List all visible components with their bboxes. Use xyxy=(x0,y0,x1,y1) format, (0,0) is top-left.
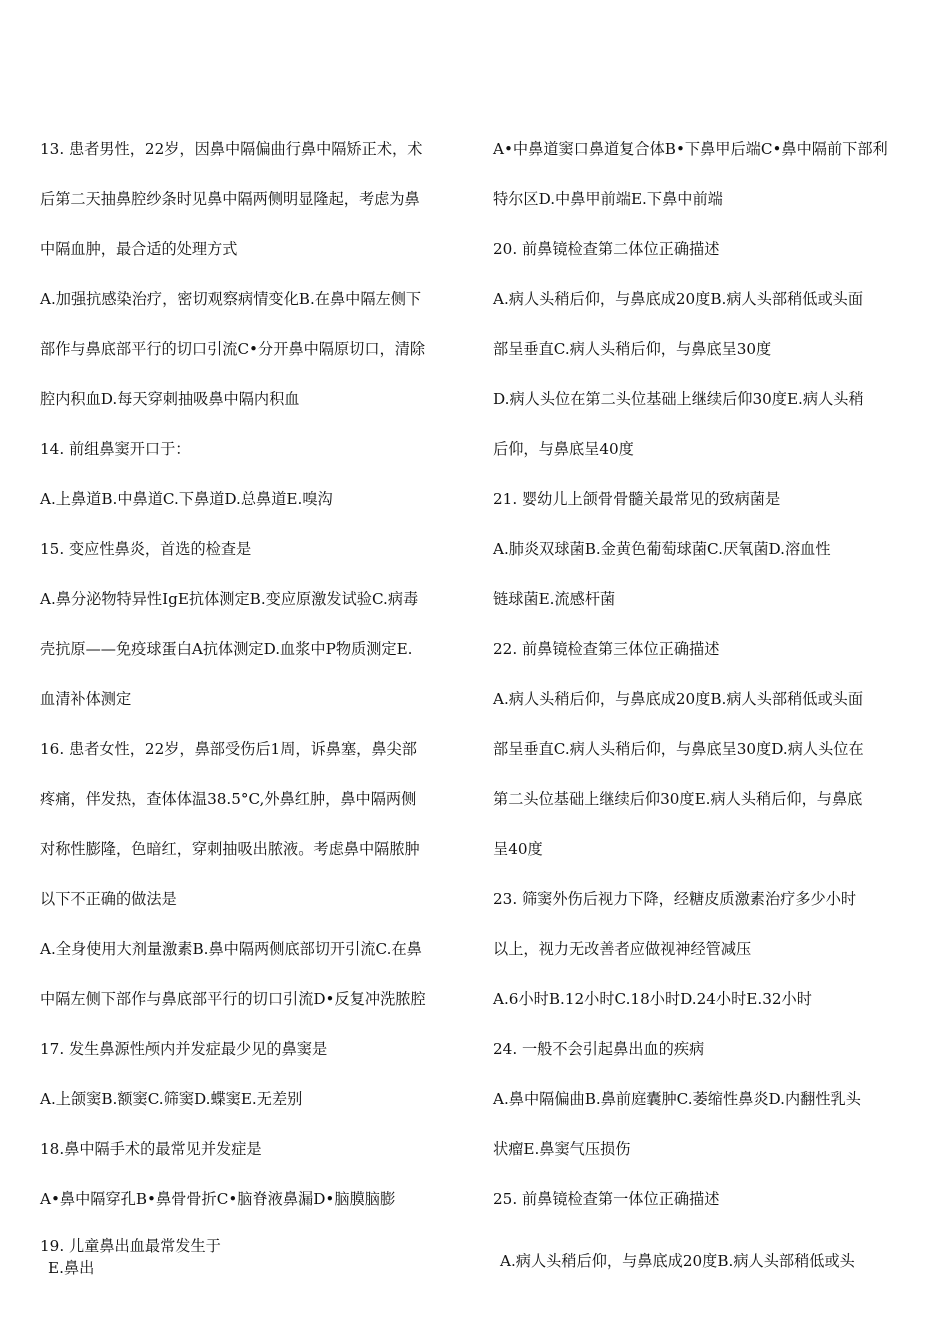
text-line: 第二头位基础上继续后仰30度E.病人头稍后仰，与鼻底 xyxy=(493,790,863,808)
text-line: 部作与鼻底部平行的切口引流C•分开鼻中隔原切口，清除 xyxy=(40,340,426,358)
question-19-line: 19. 儿童鼻出血最常发生于 xyxy=(40,1237,221,1255)
text-line: A.病人头稍后仰，与鼻底成20度B.病人头部稍低或头面 xyxy=(493,290,864,308)
text-line: 15. 变应性鼻炎，首选的检查是 xyxy=(40,540,252,558)
overlapping-fragment-line: E.鼻出 xyxy=(48,1259,95,1277)
text-line: A•鼻中隔穿孔B•鼻骨骨折C•脑脊液鼻漏D•脑膜脑膨 xyxy=(40,1190,396,1208)
text-line: 14. 前组鼻窦开口于： xyxy=(40,440,191,458)
text-line: A.加强抗感染治疗，密切观察病情变化B.在鼻中隔左侧下 xyxy=(40,290,422,308)
text-line: 25. 前鼻镜检查第一体位正确描述 xyxy=(493,1190,720,1208)
text-line: A.6小时B.12小时C.18小时D.24小时E.32小时 xyxy=(493,990,812,1008)
text-line: 部呈垂直C.病人头稍后仰，与鼻底呈30度 xyxy=(493,340,772,358)
text-line: 呈40度 xyxy=(493,840,543,858)
text-line: 中隔左侧下部作与鼻底部平行的切口引流D•反复冲洗脓腔 xyxy=(40,990,426,1008)
text-line: 17. 发生鼻源性颅内并发症最少见的鼻窦是 xyxy=(40,1040,328,1058)
text-line: 13. 患者男性，22岁，因鼻中隔偏曲行鼻中隔矫正术，术 xyxy=(40,140,423,158)
text-line: 腔内积血D.每天穿刺抽吸鼻中隔内积血 xyxy=(40,390,300,408)
right-column xyxy=(493,124,929,1224)
text-line: A.鼻中隔偏曲B.鼻前庭囊肿C.萎缩性鼻炎D.内翻性乳头 xyxy=(493,1090,861,1108)
text-line: 链球菌E.流感杆菌 xyxy=(493,590,616,608)
text-line: A.上颌窦B.额窦C.筛窦D.蝶窦E.无差别 xyxy=(40,1090,303,1108)
left-column xyxy=(40,124,476,1224)
text-line: 后仰，与鼻底呈40度 xyxy=(493,440,634,458)
text-line: 对称性膨隆，色暗红，穿刺抽吸出脓液。考虑鼻中隔脓肿 xyxy=(40,840,420,858)
text-line: 16. 患者女性，22岁，鼻部受伤后1周，诉鼻塞，鼻尖部 xyxy=(40,740,417,758)
text-line: 特尔区D.中鼻甲前端E.下鼻中前端 xyxy=(493,190,723,208)
text-line: 中隔血肿，最合适的处理方式 xyxy=(40,240,238,258)
right-column-cut-off-line: A.病人头稍后仰，与鼻底成20度B.病人头部稍低或头 xyxy=(500,1252,855,1270)
left-column-cut-off-lines xyxy=(40,1234,476,1277)
text-line: 血清补体测定 xyxy=(40,690,132,708)
text-line: 24. 一般不会引起鼻出血的疾病 xyxy=(493,1040,705,1058)
text-line: A.全身使用大剂量激素B.鼻中隔两侧底部切开引流C.在鼻 xyxy=(40,940,422,958)
text-line: 疼痛，伴发热，查体体温38.5°C,外鼻红肿，鼻中隔两侧 xyxy=(40,790,417,808)
text-line: 后第二天抽鼻腔纱条时见鼻中隔两侧明显隆起，考虑为鼻 xyxy=(40,190,420,208)
text-line: 以上，视力无改善者应做视神经管减压 xyxy=(493,940,752,958)
text-line: 以下不正确的做法是 xyxy=(40,890,177,908)
text-line: A•中鼻道窦口鼻道复合体B•下鼻甲后端C•鼻中隔前下部利 xyxy=(493,140,888,158)
text-line: 21. 婴幼儿上颌骨骨髓关最常见的致病菌是 xyxy=(493,490,781,508)
text-line: 状瘤E.鼻窦气压损伤 xyxy=(493,1140,631,1158)
text-line: A.肺炎双球菌B.金黄色葡萄球菌C.厌氧菌D.溶血性 xyxy=(493,540,831,558)
text-line: 部呈垂直C.病人头稍后仰，与鼻底呈30度D.病人头位在 xyxy=(493,740,864,758)
text-line: 18.鼻中隔手术的最常见并发症是 xyxy=(40,1140,262,1158)
text-line: 23. 筛窦外伤后视力下降，经糖皮质激素治疗多少小时 xyxy=(493,890,857,908)
text-line: 20. 前鼻镜检查第二体位正确描述 xyxy=(493,240,720,258)
text-line: A.鼻分泌物特异性IgE抗体测定B.变应原激发试验C.病毒 xyxy=(40,590,419,608)
text-line: 22. 前鼻镜检查第三体位正确描述 xyxy=(493,640,720,658)
text-line: 壳抗原——免疫球蛋白A抗体测定D.血浆中P物质测定E. xyxy=(40,640,413,658)
text-line: A.上鼻道B.中鼻道C.下鼻道D.总鼻道E.嗅沟 xyxy=(40,490,333,508)
text-line: A.病人头稍后仰，与鼻底成20度B.病人头部稍低或头面 xyxy=(493,690,864,708)
text-line: D.病人头位在第二头位基础上继续后仰30度E.病人头稍 xyxy=(493,390,864,408)
